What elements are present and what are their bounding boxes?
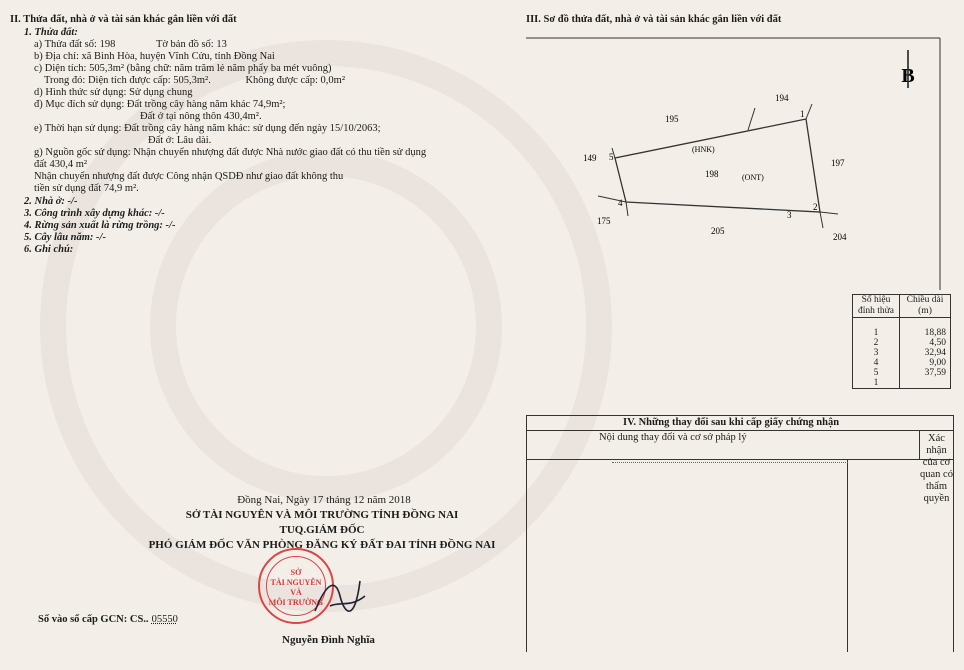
address: b) Địa chỉ: xã Bình Hòa, huyện Vĩnh Cửu, tỉnh Đồng Nai: [34, 51, 275, 62]
vertex-id: 1: [853, 328, 900, 338]
authorization-line: TUQ.GIÁM ĐỐC: [279, 524, 365, 536]
table-row: [853, 368, 951, 378]
authority-confirmation-cell: [848, 460, 953, 652]
table-row: [853, 358, 951, 368]
vertex-4: 4: [618, 198, 623, 208]
dotted-line: [612, 462, 848, 463]
usage-origin: g) Nguồn gốc sử dụng: Nhận chuyển nhượng đất được Nhà nước giao đất có thu tiền sử dụng: [34, 147, 427, 158]
usage-purpose-2: Đất ở tại nông thôn 430,4m².: [140, 111, 262, 122]
signer-title: PHÓ GIÁM ĐỐC VĂN PHÒNG ĐĂNG KÝ ĐẤT ĐAI TỈNH ĐỒNG NAI: [148, 539, 496, 551]
neighbor-175: 175: [597, 216, 611, 226]
land-parcel-heading: 1. Thửa đất:: [24, 27, 78, 38]
boundary-ext-2b: [820, 212, 823, 228]
usage-origin-4: tiền sử dụng đất 74,9 m².: [34, 183, 139, 194]
register-number-value: 05550: [151, 614, 178, 625]
seal-text-2: TÀI NGUYÊN: [270, 578, 322, 587]
edge-length: 32,94: [900, 348, 951, 358]
usage-form: d) Hình thức sử dụng: Sử dụng chung: [34, 87, 193, 98]
length-column-header: Chiều dài (m): [900, 295, 951, 318]
boundary-ext-1: [806, 104, 812, 119]
north-arrow-icon: B: [901, 65, 915, 87]
change-content-header: Nội dung thay đổi và cơ sở pháp lý: [527, 431, 920, 459]
table-row: [853, 338, 951, 348]
other-works-line: 3. Công trình xây dựng khác: -/-: [24, 208, 165, 219]
granted-area: Trong đó: Diện tích được cấp: 505,3m².: [44, 75, 211, 86]
vertex-1: 1: [800, 109, 805, 119]
neighbor-205: 205: [711, 226, 725, 236]
vertex-id: 2: [853, 338, 900, 348]
authority-confirmation-header: [920, 431, 953, 504]
planted-forest-line: 4. Rừng sản xuất là rừng trồng: -/-: [24, 220, 176, 231]
changes-header-row: [526, 431, 954, 504]
section-iv-title: IV. Những thay đổi sau khi cấp giấy chứng nhận: [526, 415, 954, 431]
land-type-hnk: (HNK): [692, 145, 715, 154]
changes-body: [526, 460, 954, 652]
vertex-id: 3: [853, 348, 900, 358]
boundary-tick: [748, 108, 755, 130]
not-granted-area: Không được cấp: 0,0m²: [245, 75, 345, 86]
vertex-id: 1: [853, 378, 900, 389]
boundary-ext-4b: [626, 202, 628, 216]
signer-name: Nguyễn Đình Nghĩa: [282, 634, 375, 646]
edge-length: 9,00: [900, 358, 951, 368]
area: c) Diện tích: 505,3m² (bằng chữ: năm trăm lẻ năm phẩy ba mét vuông): [34, 63, 332, 74]
vertex-2: 2: [813, 202, 818, 212]
usage-term: e) Thời hạn sử dụng: Đất trồng cây hàng năm khác: sử dụng đến ngày 15/10/2063;: [34, 123, 381, 134]
table-row: [853, 318, 951, 328]
section-ii-title: II. Thửa đất, nhà ở và tài sản khác gắn liền với đất: [10, 14, 237, 25]
usage-purpose: đ) Mục đích sử dụng: Đất trồng cây hàng năm khác 74,9m²;: [34, 99, 286, 110]
neighbor-149: 149: [583, 153, 597, 163]
parcel-number: a) Thửa đất số: 198: [34, 39, 116, 50]
date-line: Đồng Nai, Ngày 17 tháng 12 năm 2018: [237, 494, 411, 506]
section-iii-title: III. Sơ đồ thửa đất, nhà ở và tài sản khác gắn liền với đất: [526, 14, 782, 25]
authority-header-line-2: quan có thẩm quyền: [920, 469, 953, 504]
vertex-column-header: Số hiệu đỉnh thửa: [853, 295, 900, 318]
usage-term-2: Đất ở: Lâu dài.: [148, 135, 212, 146]
vertex-id: 4: [853, 358, 900, 368]
issuing-org: SỞ TÀI NGUYÊN VÀ MÔI TRƯỜNG TỈNH ĐỒNG NAI: [185, 509, 459, 521]
map-sheet-number: Tờ bản đồ số: 13: [155, 39, 227, 50]
house-line: 2. Nhà ở: -/-: [24, 196, 78, 207]
changes-section: [526, 415, 954, 652]
neighbor-197: 197: [831, 158, 845, 168]
parcel-boundary: [615, 119, 820, 212]
table-row: [853, 348, 951, 358]
change-content-cell: [527, 460, 848, 652]
table-row: [853, 378, 951, 389]
neighbor-194: 194: [775, 93, 789, 103]
neighbor-204: 204: [833, 232, 847, 242]
vertex-3: 3: [787, 210, 792, 220]
seal-text-3: VÀ: [290, 588, 302, 597]
perennial-trees-line: 5. Cây lâu năm: -/-: [24, 232, 106, 243]
edge-length-table: [852, 294, 951, 389]
register-number-label: Số vào sổ cấp GCN: CS..: [38, 614, 149, 625]
vertex-id: 5: [853, 368, 900, 378]
table-row: [853, 328, 951, 338]
usage-origin-3: Nhận chuyển nhượng đất được Công nhận QSDĐ như giao đất không thu: [34, 171, 344, 182]
land-type-ont: (ONT): [742, 173, 764, 182]
usage-origin-2: đất 430,4 m²: [34, 159, 88, 170]
edge-length: 37,59: [900, 368, 951, 378]
authority-header-line-1: Xác nhận của cơ: [922, 433, 951, 468]
parcel-number-label: 198: [705, 169, 719, 179]
vertex-5: 5: [609, 152, 614, 162]
seal-text-4: MÔI TRƯỜNG: [268, 598, 324, 607]
edge-length: 18,88: [900, 328, 951, 338]
boundary-ext-2: [820, 212, 838, 214]
edge-length: [900, 378, 951, 389]
seal-text-1: SỞ: [290, 568, 302, 577]
edge-length: 4,50: [900, 338, 951, 348]
notes-line: 6. Ghi chú:: [24, 244, 74, 255]
neighbor-195: 195: [665, 114, 679, 124]
